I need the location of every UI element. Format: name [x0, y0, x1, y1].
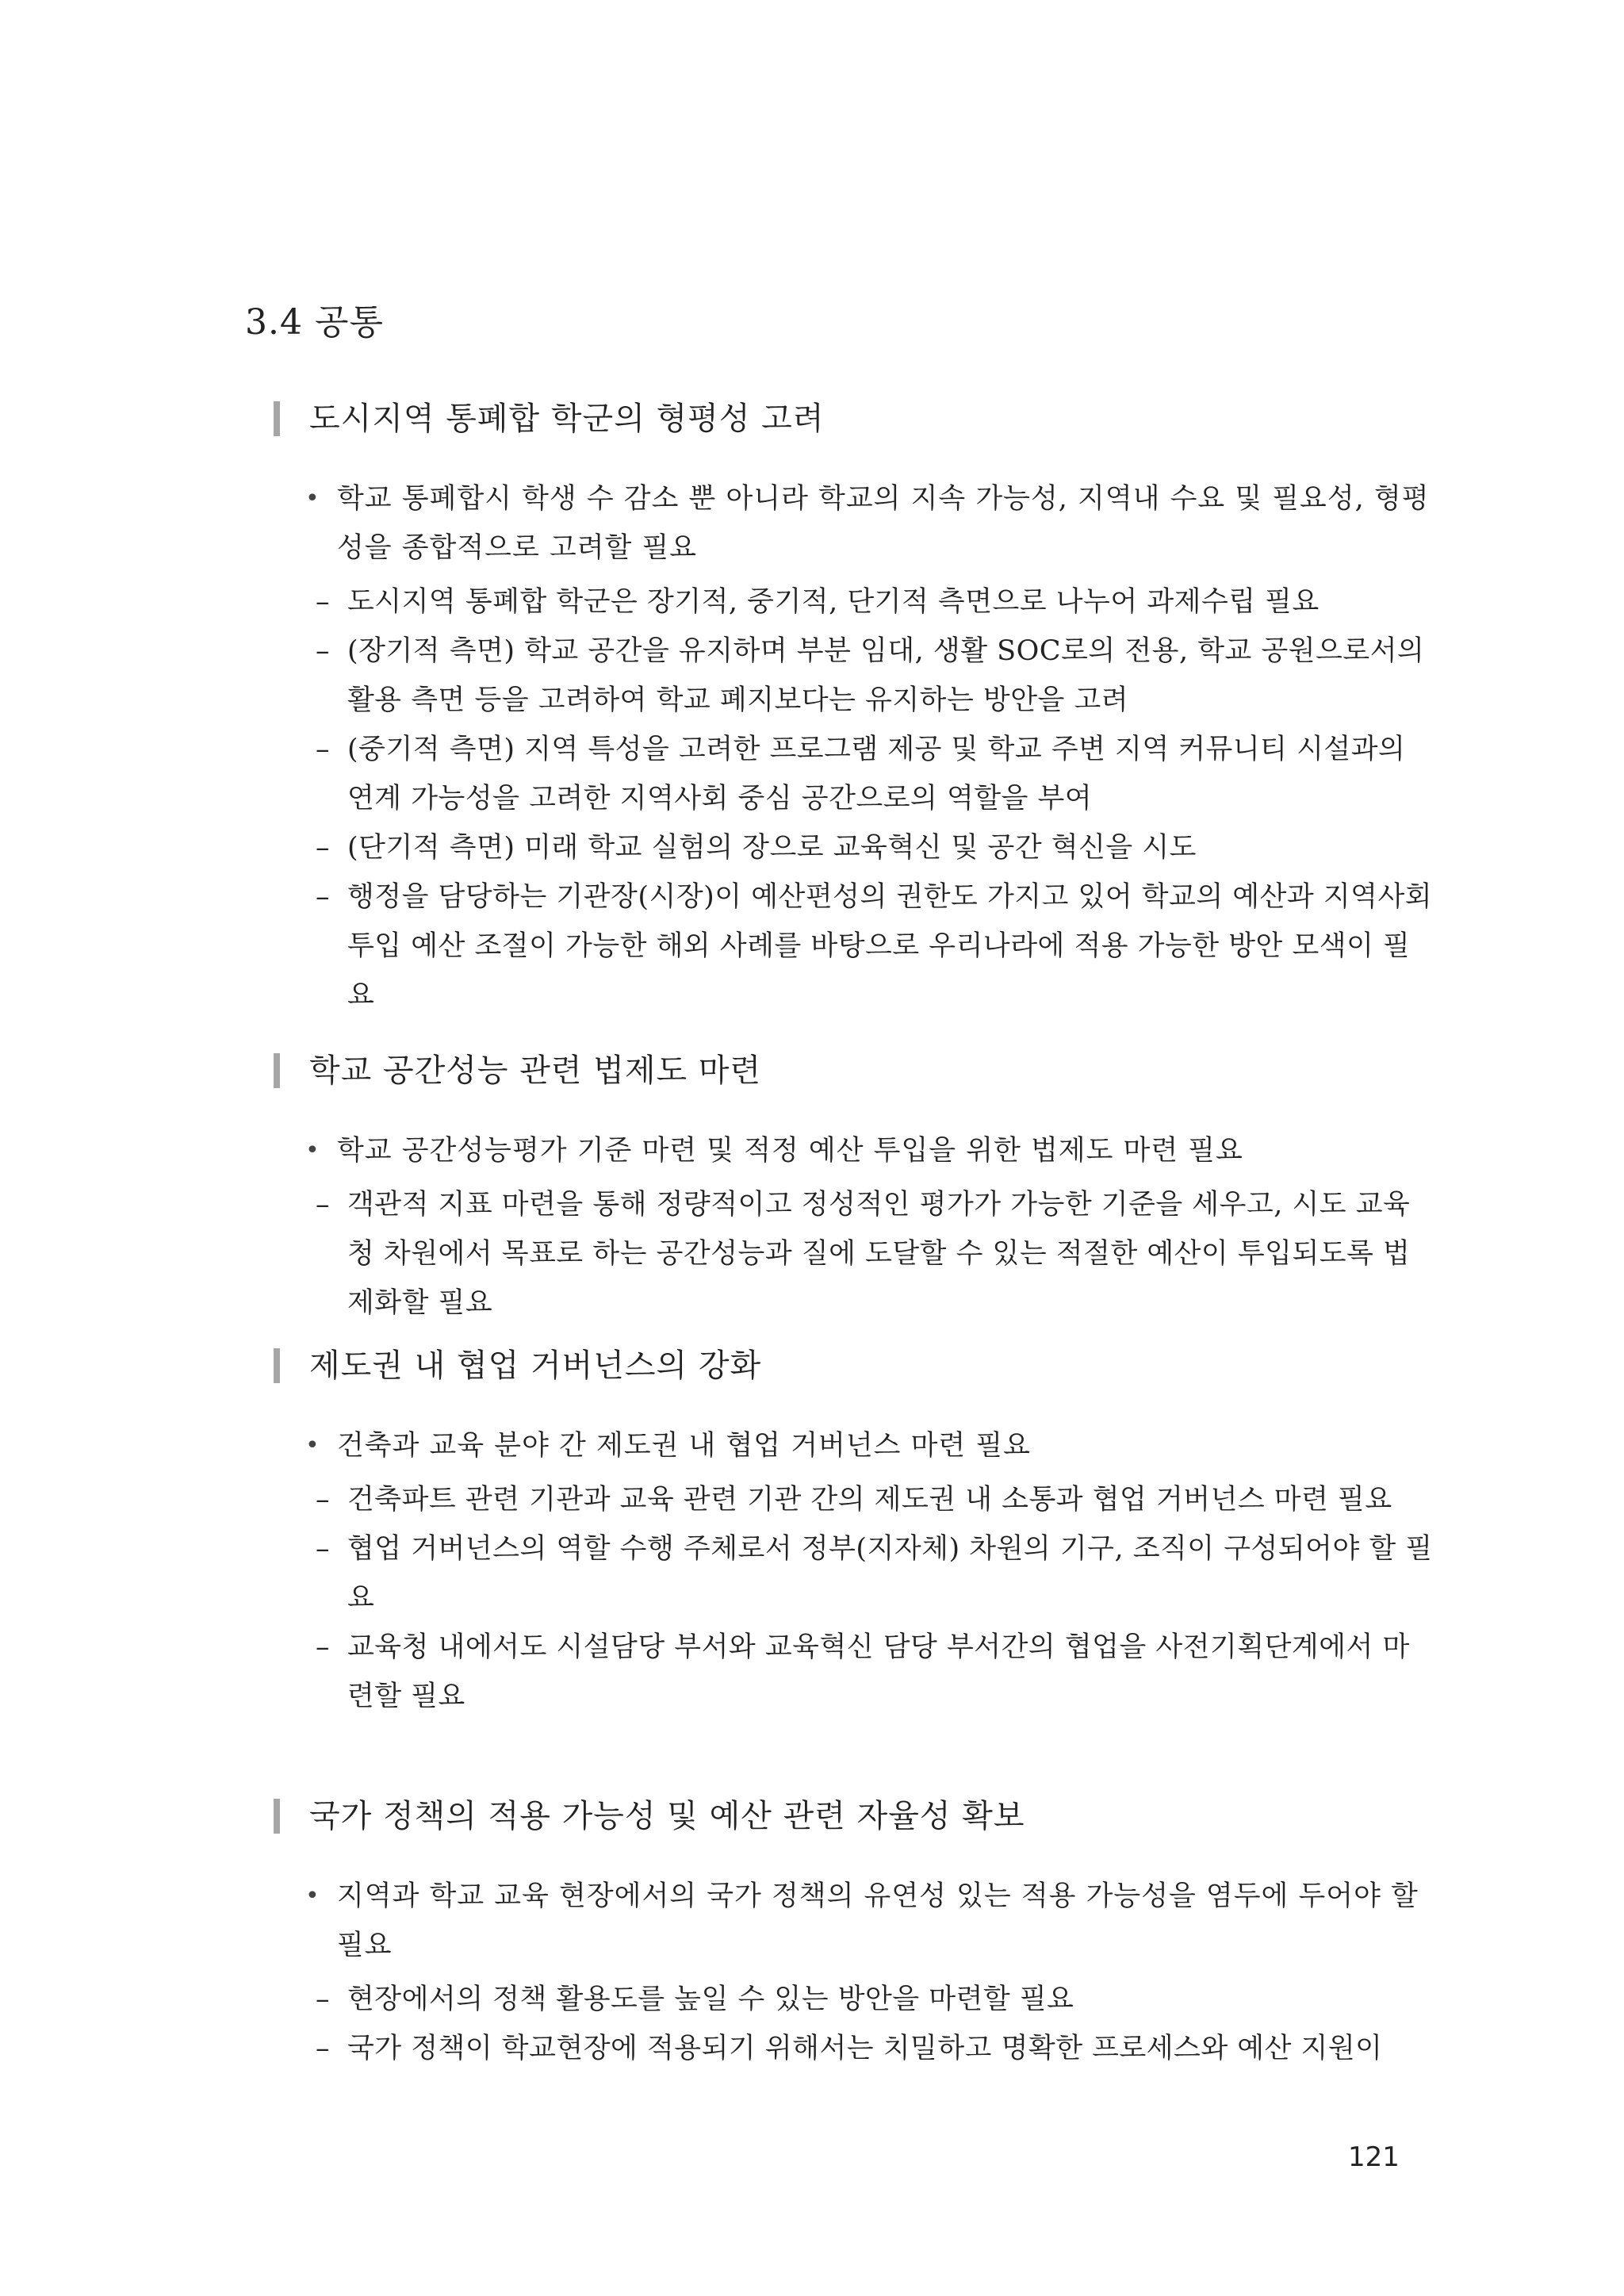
heading-bar — [274, 1799, 280, 1834]
section-title: 3.4 공통 — [245, 302, 384, 343]
bullet-item: • 지역과 학교 교육 현장에서의 국가 정책의 유연성 있는 적용 가능성을 염두에 두어야 할 필요 — [305, 1872, 1431, 1970]
dash-item: – 협업 거버넌스의 역할 수행 주체로서 정부(지자체) 차원의 기구, 조직이 구성되어야 할 필요 — [316, 1524, 1434, 1623]
dash-mark: – — [316, 1484, 330, 1516]
bullet-dot: • — [305, 1432, 320, 1459]
dash-item: – 교육청 내에서도 시설담당 부서와 교육혁신 담당 부서간의 협업을 사전기획단계에서 마련할 필요 — [316, 1623, 1434, 1721]
heading-bar — [274, 1053, 280, 1088]
subsection-heading: 제도권 내 협업 거버넌스의 강화 — [0, 1342, 1624, 1389]
subsection-heading: 국가 정책의 적용 가능성 및 예산 관련 자율성 확보 — [0, 1792, 1624, 1840]
dash-mark: – — [316, 1984, 330, 2015]
dash-item: – 건축파트 관련 기관과 교육 관련 기관 간의 제도권 내 소통과 협업 거버넌스 마련 필요 — [316, 1475, 1434, 1524]
dash-mark: – — [316, 881, 330, 913]
subsection-governance — [0, 1342, 1624, 1721]
heading-bar — [274, 401, 280, 436]
dash-mark: – — [316, 635, 330, 667]
dash-mark: – — [316, 586, 330, 618]
subsection-policy-autonomy — [0, 1792, 1624, 2073]
dash-item: – 객관적 지표 마련을 통해 정량적이고 정성적인 평가가 가능한 기준을 세우고, 시도 교육청 차원에서 목표로 하는 공간성능과 질에 도달할 수 있는 적절한 예산이 투입되도록 법제화할 필요 — [316, 1180, 1434, 1328]
bullet-dot: • — [305, 1137, 320, 1164]
dash-item: – (중기적 측면) 지역 특성을 고려한 프로그램 제공 및 학교 주변 지역 커뮤니티 시설과의 연계 가능성을 고려한 지역사회 중심 공간으로의 역할을 부여 — [316, 725, 1434, 823]
subsection-heading: 도시지역 통폐합 학군의 형평성 고려 — [0, 395, 1624, 443]
bullet-item: • 학교 공간성능평가 기준 마련 및 적정 예산 투입을 위한 법제도 마련 필요 — [305, 1126, 1431, 1175]
dash-mark: – — [316, 1189, 330, 1221]
page-number: 121 — [1348, 2141, 1400, 2173]
dash-mark: – — [316, 1533, 330, 1565]
subsection-urban-consolidation — [0, 395, 1624, 1020]
dash-item: – 행정을 담당하는 기관장(시장)이 예산편성의 권한도 가지고 있어 학교의 예산과 지역사회 투입 예산 조절이 가능한 해외 사례를 바탕으로 우리나라에 적용 가능한 방안 모색이 필요 — [316, 872, 1434, 1020]
dash-item: – (단기적 측면) 미래 학교 실험의 장으로 교육혁신 및 공간 혁신을 시도 — [316, 823, 1434, 872]
dash-mark: – — [316, 1631, 330, 1663]
dash-item: – 현장에서의 정책 활용도를 높일 수 있는 방안을 마련할 필요 — [316, 1975, 1434, 2024]
bullet-dot: • — [305, 485, 320, 512]
subsection-heading: 학교 공간성능 관련 법제도 마련 — [0, 1047, 1624, 1094]
dash-item: – (장기적 측면) 학교 공간을 유지하며 부분 임대, 생활 SOC로의 전용, 학교 공원으로서의 활용 측면 등을 고려하여 학교 폐지보다는 유지하는 방안을 고려 — [316, 627, 1434, 725]
dash-mark: – — [316, 734, 330, 765]
dash-mark: – — [316, 2033, 330, 2064]
bullet-item: • 건축과 교육 분야 간 제도권 내 협업 거버넌스 마련 필요 — [305, 1421, 1431, 1470]
dash-item: – 국가 정책이 학교현장에 적용되기 위해서는 치밀하고 명확한 프로세스와 예산 지원이 — [316, 2024, 1434, 2073]
subsection-space-performance-law — [0, 1047, 1624, 1328]
heading-bar — [274, 1348, 280, 1383]
bullet-dot: • — [305, 1882, 320, 1910]
dash-item: – 도시지역 통폐합 학군은 장기적, 중기적, 단기적 측면으로 나누어 과제수립 필요 — [316, 577, 1434, 627]
dash-mark: – — [316, 832, 330, 864]
bullet-item: • 학교 통폐합시 학생 수 감소 뿐 아니라 학교의 지속 가능성, 지역내 수요 및 필요성, 형평성을 종합적으로 고려할 필요 — [305, 474, 1431, 573]
